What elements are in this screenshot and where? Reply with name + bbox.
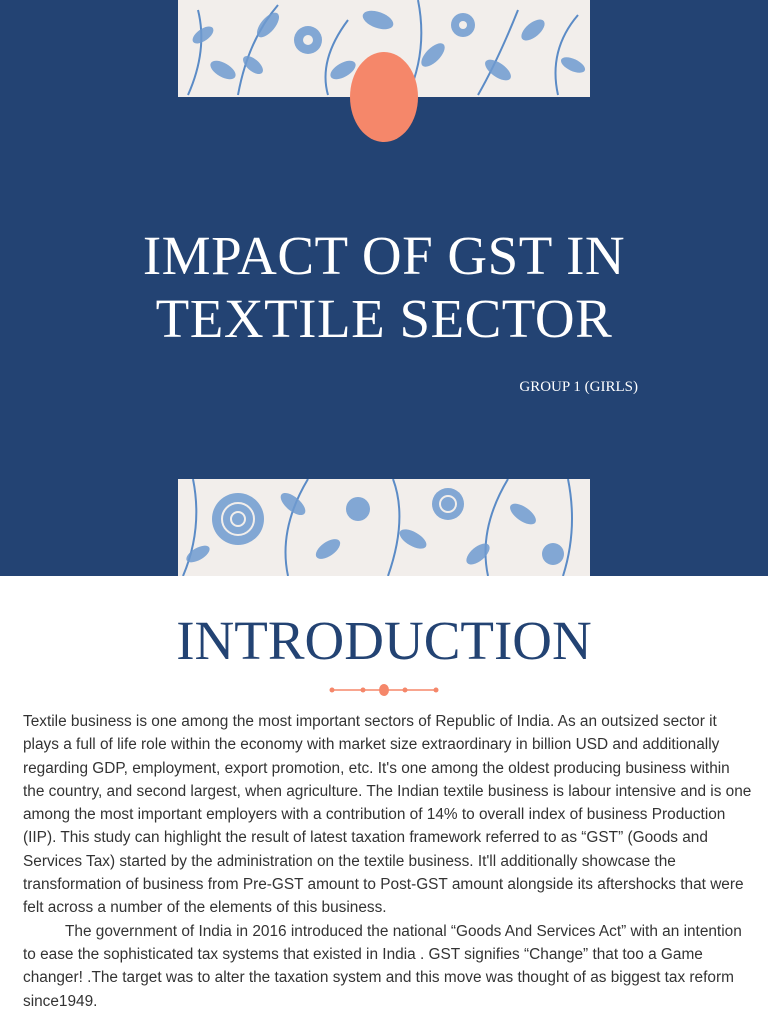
presentation-subtitle: GROUP 1 (GIRLS) xyxy=(519,379,638,395)
introduction-body xyxy=(23,710,753,1013)
introduction-slide xyxy=(0,576,768,1024)
introduction-paragraph-2: The government of India in 2016 introduced the national “Goods And Services Act” with an intention to ease the sophisticated tax systems that existed in India . GST signifies “Change” that too a Game changer! .The target was to alter the taxation system and this move was thought of as biggest tax reform since1949. xyxy=(23,922,742,1010)
divider-ornament-icon xyxy=(328,682,440,698)
introduction-paragraph-1: Textile business is one among the most important sectors of Republic of India. As an outsized sector it plays a full of life role within the economy with market size extraordinary in billion USD and additionally regarding GDP, employment, export promotion, etc. It's one among the oldest producing business within the country, and second largest, when agriculture. The Indian textile business is labour intensive and is one among the most important employers with a contribution of 14% to overall index of business Production (IIP). This study can highlight the result of latest taxation framework referred to as “GST” (Goods and Services Tax) started by the administration on the textile business. It'll additionally showcase the transformation of business from Pre-GST amount to Post-GST amount alongside its aftershocks that were felt across a number of the elements of this business. xyxy=(23,713,752,917)
floral-pattern-icon xyxy=(178,479,590,576)
title-line-1: IMPACT OF GST IN xyxy=(142,225,626,286)
title-line-2: TEXTILE SECTOR xyxy=(155,288,613,349)
presentation-title xyxy=(84,224,684,350)
introduction-heading: INTRODUCTION xyxy=(176,610,592,671)
accent-dot xyxy=(350,52,418,142)
floral-banner-bottom xyxy=(178,479,590,576)
